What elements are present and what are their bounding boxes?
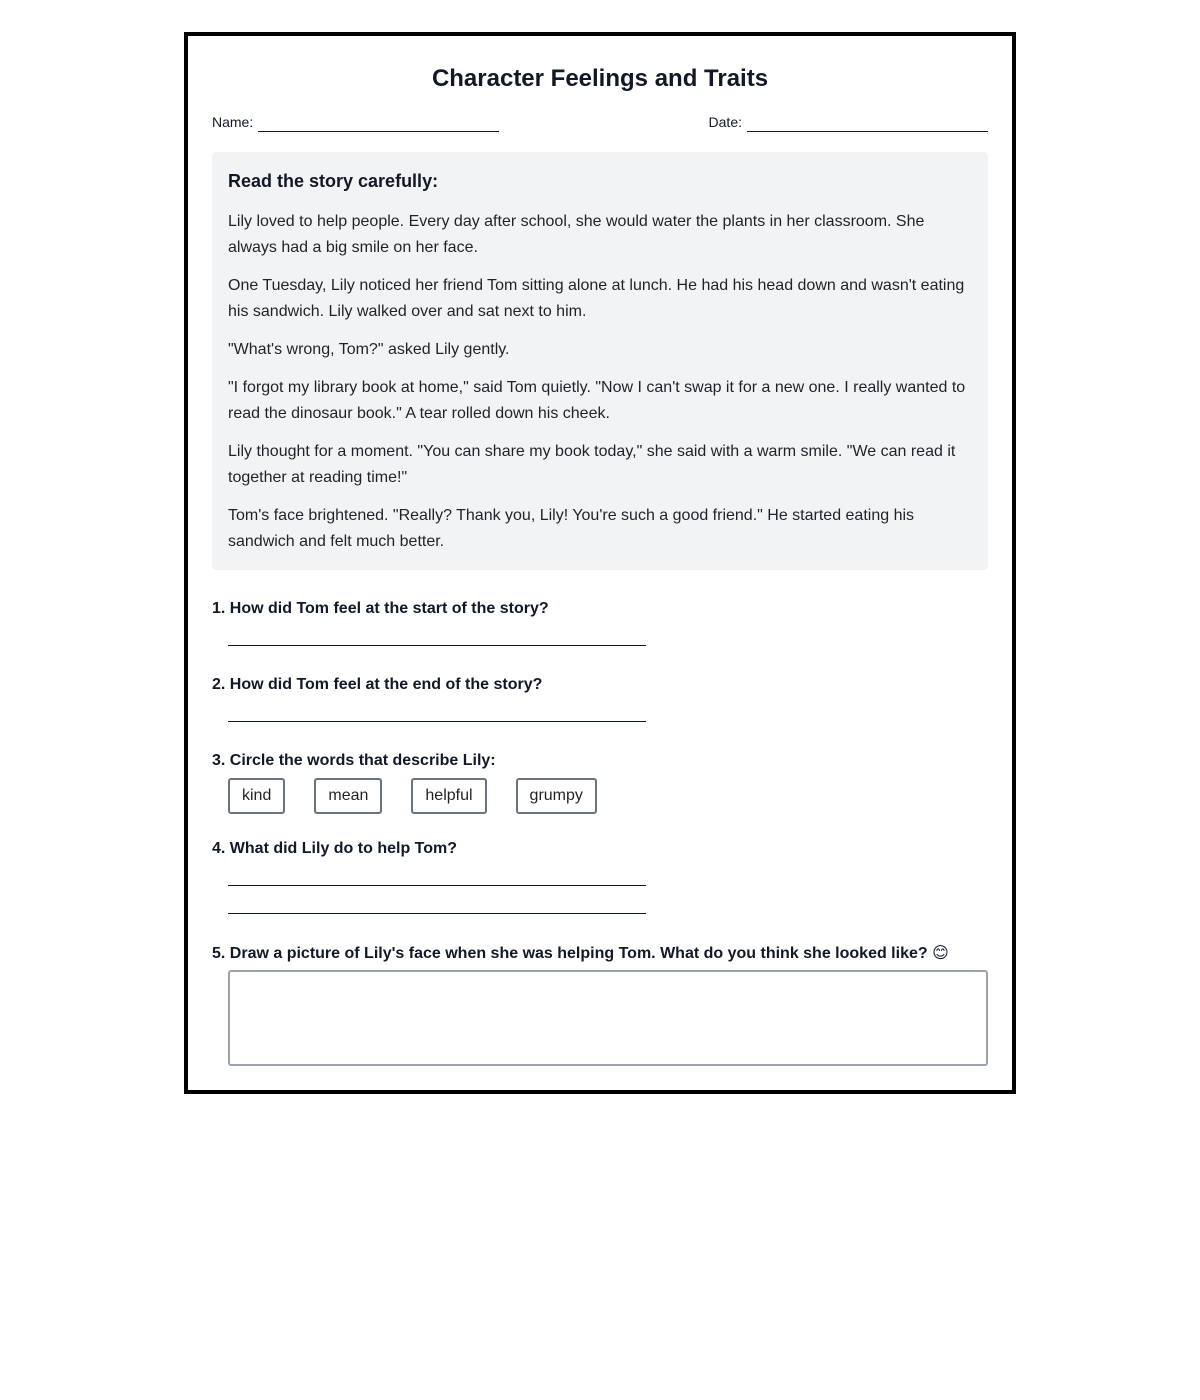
question-5-text: 5. Draw a picture of Lily's face when she was helping Tom. What do you think she looked like? — [212, 945, 928, 962]
story-paragraph: "What's wrong, Tom?" asked Lily gently. — [228, 341, 510, 358]
drawing-box[interactable] — [228, 970, 988, 1066]
question-3: 3. Circle the words that describe Lily: — [212, 752, 496, 769]
story-paragraph: Lily loved to help people. Every day after school, she would water the plants in her classroom. She always had a big smile on her face. — [228, 213, 925, 256]
name-label: Name: — [212, 114, 254, 130]
question-5 — [212, 943, 949, 964]
date-input-line[interactable] — [747, 116, 988, 132]
name-input-line[interactable] — [258, 116, 499, 132]
question-2: 2. How did Tom feel at the end of the story? — [212, 676, 543, 693]
name-field — [212, 112, 499, 132]
worksheet-title: Character Feelings and Traits — [431, 65, 769, 92]
answer-line-4a[interactable] — [228, 885, 646, 886]
answer-line-2[interactable] — [228, 721, 646, 722]
answer-line-4b[interactable] — [228, 913, 646, 914]
word-option-grumpy[interactable]: grumpy — [516, 778, 597, 814]
story-paragraph: Lily thought for a moment. "You can share my book today," she said with a warm smile. "We can read it together at reading time!" — [228, 443, 956, 486]
story-paragraph: "I forgot my library book at home," said Tom quietly. "Now I can't swap it for a new one. I really wanted to read the dinosaur book." A tear rolled down his cheek. — [228, 379, 966, 422]
word-option-kind[interactable]: kind — [228, 778, 285, 814]
header-fields — [212, 112, 988, 132]
word-option-mean[interactable]: mean — [314, 778, 382, 814]
story-paragraph: One Tuesday, Lily noticed her friend Tom sitting alone at lunch. He had his head down and wasn't eating his sandwich. Lily walked over and sat next to him. — [228, 277, 965, 320]
story-box — [212, 152, 988, 570]
worksheet — [184, 32, 1016, 1094]
date-field — [709, 112, 988, 132]
question-1: 1. How did Tom feel at the start of the story? — [212, 600, 549, 617]
story-paragraph: Tom's face brightened. "Really? Thank you, Lily! You're such a good friend." He started eating his sandwich and felt much better. — [228, 507, 915, 550]
trait-word-options — [228, 778, 626, 814]
answer-line-1[interactable] — [228, 645, 646, 646]
story-heading: Read the story carefully: — [228, 171, 439, 191]
smiley-face-icon: 😊 — [932, 943, 949, 962]
word-option-helpful[interactable]: helpful — [411, 778, 486, 814]
date-label: Date: — [708, 114, 742, 130]
question-4: 4. What did Lily do to help Tom? — [212, 840, 458, 857]
